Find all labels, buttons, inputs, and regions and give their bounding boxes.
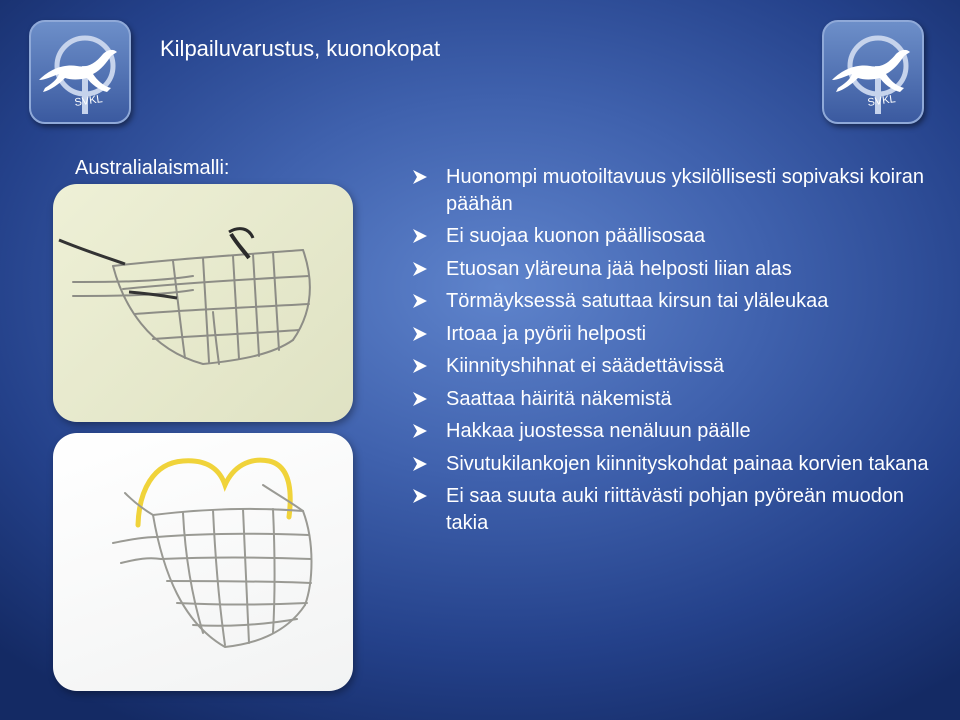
bullet-text: Törmäyksessä satuttaa kirsun tai yläleukaa [446,290,829,312]
bullet-item [410,256,940,283]
bullet-item [410,164,940,217]
bullet-text: Huonompi muotoiltavuus yksilöllisesti sopivaksi koiran päähän [446,166,924,215]
logo-text: SVKL [866,93,897,109]
arrowhead-bullet-icon [410,324,430,344]
bullet-text: Ei suojaa kuonon päällisosaa [446,225,706,247]
bullet-item [410,418,940,445]
arrowhead-bullet-icon [410,259,430,279]
slide-title: Kilpailuvarustus, kuonokopat [160,36,441,61]
bullet-text: Irtoaa ja pyörii helposti [446,322,647,345]
subtitle: Australialaismalli: [75,157,230,179]
wire-muzzle-front-illustration [53,433,353,691]
bullet-list [410,164,940,542]
bullet-text: Hakkaa juostessa nenäluun päälle [446,420,751,442]
arrowhead-bullet-icon [410,421,430,441]
greyhound-logo-icon [31,22,129,122]
bullet-item [410,223,940,250]
bullet-item [410,353,940,380]
logo-text: SVKL [73,93,104,109]
muzzle-photo-side [53,184,353,422]
bullet-text: Ei saa suuta auki riittävästi pohjan pyöreän muodon takia [446,485,905,534]
bullet-item [410,321,940,348]
arrowhead-bullet-icon [410,167,430,187]
muzzle-photo-front [53,433,353,691]
svkl-logo-left [29,20,131,124]
greyhound-logo-icon [824,22,922,122]
bullet-item [410,483,940,536]
bullet-item [410,386,940,413]
arrowhead-bullet-icon [410,226,430,246]
bullet-text: Sivutukilankojen kiinnityskohdat painaa korvien takana [446,452,929,475]
arrowhead-bullet-icon [410,389,430,409]
arrowhead-bullet-icon [410,454,430,474]
arrowhead-bullet-icon [410,486,430,506]
bullet-item [410,451,940,478]
svkl-logo-right [822,20,924,124]
arrowhead-bullet-icon [410,291,430,311]
bullet-text: Saattaa häiritä näkemistä [446,387,672,410]
wire-muzzle-side-illustration [53,184,353,422]
bullet-text: Kiinnityshihnat ei säädettävissä [446,355,724,377]
arrowhead-bullet-icon [410,356,430,376]
bullet-item [410,288,940,315]
bullet-text: Etuosan yläreuna jää helposti liian alas [446,257,792,280]
